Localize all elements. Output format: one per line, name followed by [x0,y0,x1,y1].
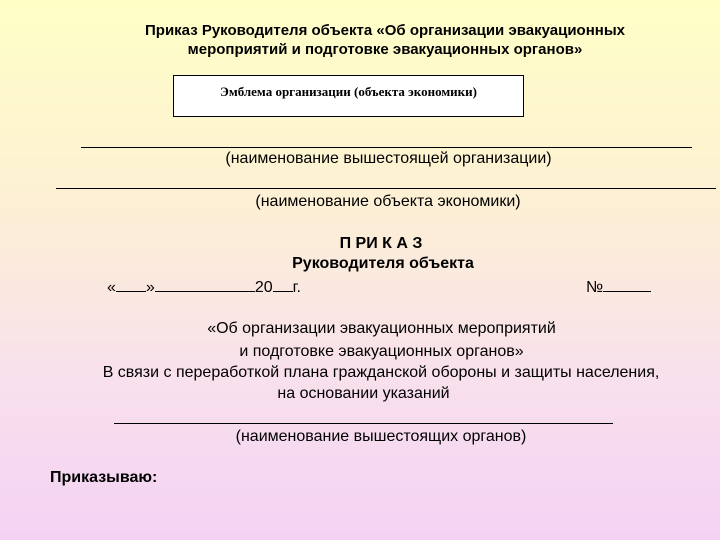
object-blank-line [56,188,716,189]
authorities-blank-line [114,423,613,424]
title-line-2: мероприятий и подготовке эвакуационных органов» [187,41,583,58]
order-number-field [586,277,651,297]
year-prefix: 20 [254,279,273,296]
document-title [0,21,720,59]
order-subheading: Руководителя объекта [292,255,474,272]
number-sign: № [586,279,604,296]
year-suffix: г. [292,279,301,296]
order-word: Приказываю: [50,469,158,486]
basis-line-1: В связи с переработкой плана гражданской обороны и защиты населения, [102,364,660,381]
basis-line-2: на основании указаний [277,385,450,402]
date-close-quote: » [145,279,155,296]
emblem-placeholder [173,75,524,117]
order-heading: П РИ К А З [339,235,423,252]
subject-line-1: «Об организации эвакуационных мероприятий [207,320,556,337]
emblem-label: Эмблема организации (объекта экономики) [220,84,477,99]
date-open-quote: « [107,279,116,296]
higher-org-caption: (наименование вышестоящей организации) [225,150,552,167]
higher-org-blank-line [81,147,692,148]
object-caption: (наименование объекта экономики) [255,193,521,210]
order-date-field [107,277,301,297]
subject-line-2: и подготовке эвакуационных органов» [239,343,524,360]
number-blank [603,277,651,292]
year-blank [273,277,293,292]
authorities-caption: (наименование вышестоящих органов) [235,428,527,445]
month-blank [155,277,255,292]
day-blank [116,277,146,292]
title-line-1: Приказ Руководителя объекта «Об организации эвакуационных [145,22,625,39]
